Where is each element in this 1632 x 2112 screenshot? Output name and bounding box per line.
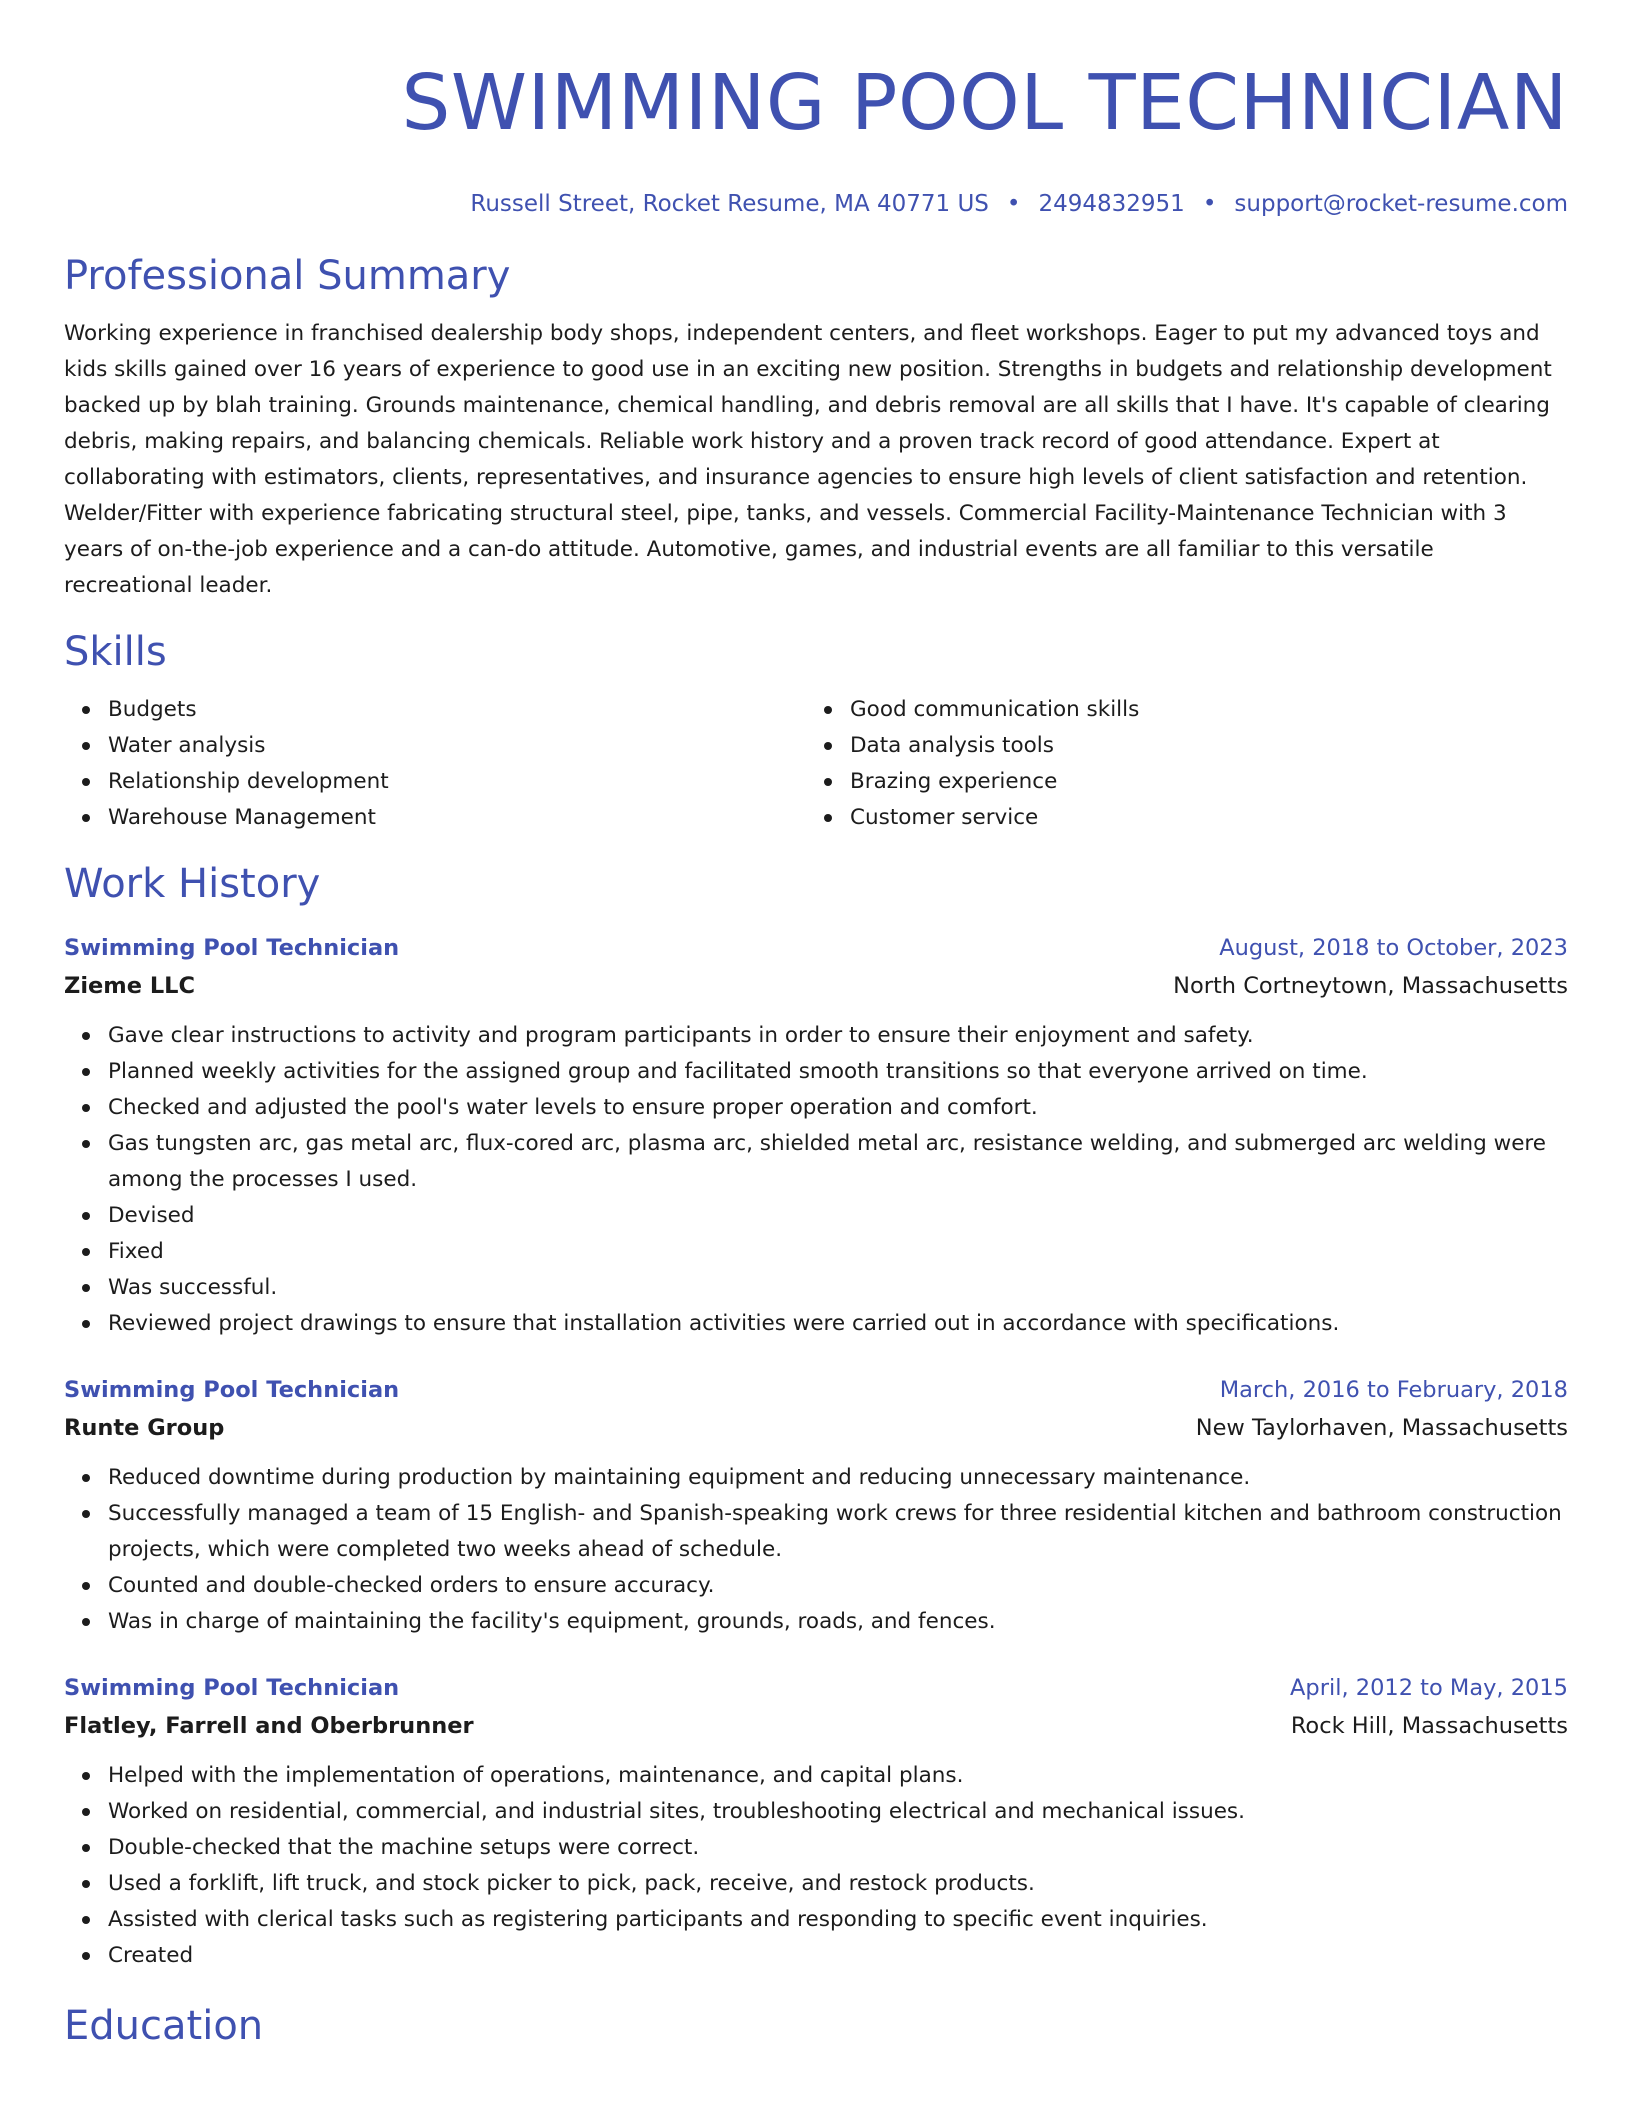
skills-column-left: [64, 692, 806, 836]
job-title: Swimming Pool Technician: [64, 935, 400, 961]
bullet-icon: [82, 1952, 90, 1960]
contact-email: support@rocket-resume.com: [1234, 191, 1568, 217]
bullet-icon: [82, 1284, 90, 1292]
skills-column-right: [806, 692, 1548, 836]
bullet-text: Fixed: [108, 1239, 164, 1264]
job-header: [64, 1372, 1568, 1408]
skill-label: Warehouse Management: [108, 805, 376, 830]
contact-address: Russell Street, Rocket Resume, MA 40771 US: [470, 191, 989, 217]
bullet-icon: [824, 778, 832, 786]
bullet-icon: [824, 742, 832, 750]
summary-heading: Professional Summary: [64, 253, 511, 299]
job-bullet: [108, 1568, 1568, 1604]
job-bullet: [108, 1270, 1568, 1306]
bullet-text: Helped with the implementation of operations, maintenance, and capital plans.: [108, 1763, 964, 1788]
job-company: Zieme LLC: [64, 973, 196, 999]
job-bullet: [108, 1090, 1568, 1126]
job-location: North Cortneytown, Massachusetts: [1173, 973, 1568, 999]
skill-item: [850, 692, 1548, 728]
bullet-text: Devised: [108, 1203, 195, 1228]
resume-title: SWIMMING POOL TECHNICIAN: [401, 59, 1568, 148]
bullet-icon: [82, 742, 90, 750]
skills-list: [64, 692, 1568, 836]
skill-label: Budgets: [108, 697, 197, 722]
contact-separator: •: [1202, 191, 1217, 217]
bullet-text: Was successful.: [108, 1275, 278, 1300]
bullet-text: Successfully managed a team of 15 English- and Spanish-speaking work crews for three residential kitchen and bathroom construction projects, which were completed two weeks ahead of schedule.: [108, 1501, 1562, 1562]
bullet-icon: [82, 1474, 90, 1482]
bullet-icon: [82, 1320, 90, 1328]
skill-label: Water analysis: [108, 733, 266, 758]
job-subheader: [64, 1408, 1568, 1448]
job-subheader: [64, 1706, 1568, 1746]
bullet-icon: [82, 1582, 90, 1590]
job-header: [64, 1670, 1568, 1706]
job-bullet: [108, 1758, 1568, 1794]
job-entry: [64, 930, 1568, 1342]
job-entry: [64, 1372, 1568, 1640]
bullet-text: Used a forklift, lift truck, and stock picker to pick, pack, receive, and restock products.: [108, 1871, 1035, 1896]
bullet-icon: [82, 778, 90, 786]
contact-line: [64, 188, 1568, 220]
skill-item: [108, 692, 806, 728]
bullet-icon: [82, 1618, 90, 1626]
skill-item: [850, 764, 1548, 800]
summary-text: Working experience in franchised dealership body shops, independent centers, and fleet workshops. Eager to put my advanced toys and kids skills gained over 16 years of experience to good use in an exciting new position. Strengths in budgets and relationship development backed up by blah training. Grounds maintenance, chemical handling, and debris removal are all skills that I have. It's capable of clearing debris, making repairs, and balancing chemicals. Reliable work history and a proven track record of good attendance. Expert at collaborating with estimators, clients, representatives, and insurance agencies to ensure high levels of client satisfaction and retention. Welder/Fitter with experience fabricating structural steel, pipe, tanks, and vessels. Commercial Facility-Maintenance Technician with 3 years of on-the-job experience and a can-do attitude. Automotive, games, and industrial events are all familiar to this versatile recreational leader.: [64, 321, 1552, 598]
bullet-text: Gas tungsten arc, gas metal arc, flux-cored arc, plasma arc, shielded metal arc, resistance welding, and submerged arc welding were among the processes I used.: [108, 1131, 1547, 1192]
skill-item: [850, 728, 1548, 764]
job-bullet: [108, 1604, 1568, 1640]
bullet-icon: [82, 1916, 90, 1924]
job-bullets: [64, 1758, 1568, 1974]
job-title: Swimming Pool Technician: [64, 1675, 400, 1701]
bullet-icon: [82, 1880, 90, 1888]
skill-label: Customer service: [850, 805, 1039, 830]
contact-phone: 2494832951: [1038, 191, 1185, 217]
job-bullet: [108, 1866, 1568, 1902]
bullet-icon: [824, 814, 832, 822]
bullet-text: Gave clear instructions to activity and program participants in order to ensure their enjoyment and safety.: [108, 1023, 1254, 1048]
bullet-text: Planned weekly activities for the assigned group and facilitated smooth transitions so that everyone arrived on time.: [108, 1059, 1368, 1084]
job-bullet: [108, 1460, 1568, 1496]
contact-separator: •: [1006, 191, 1021, 217]
job-bullet: [108, 1054, 1568, 1090]
skill-item: [108, 800, 806, 836]
job-bullet: [108, 1234, 1568, 1270]
job-bullet: [108, 1126, 1568, 1198]
skills-heading: Skills: [64, 629, 167, 675]
job-bullets: [64, 1460, 1568, 1640]
bullet-text: Checked and adjusted the pool's water levels to ensure proper operation and comfort.: [108, 1095, 1038, 1120]
job-bullets: [64, 1018, 1568, 1342]
resume-page: [64, 0, 1568, 2052]
job-dates: August, 2018 to October, 2023: [1219, 935, 1568, 961]
skill-label: Data analysis tools: [850, 733, 1054, 758]
bullet-text: Counted and double-checked orders to ensure accuracy.: [108, 1573, 715, 1598]
skill-item: [108, 728, 806, 764]
job-entry: [64, 1670, 1568, 1974]
bullet-icon: [82, 1248, 90, 1256]
skill-label: Brazing experience: [850, 769, 1058, 794]
bullet-icon: [82, 1844, 90, 1852]
job-company: Flatley, Farrell and Oberbrunner: [64, 1713, 474, 1739]
work-history-list: [64, 930, 1568, 1974]
education-heading: Education: [64, 2003, 264, 2049]
job-bullet: [108, 1794, 1568, 1830]
job-bullet: [108, 1830, 1568, 1866]
job-location: New Taylorhaven, Massachusetts: [1195, 1415, 1568, 1441]
skill-item: [108, 764, 806, 800]
bullet-text: Reviewed project drawings to ensure that installation activities were carried out in accordance with specifications.: [108, 1311, 1340, 1336]
bullet-icon: [82, 1510, 90, 1518]
bullet-icon: [82, 706, 90, 714]
bullet-text: Assisted with clerical tasks such as registering participants and responding to specific event inquiries.: [108, 1907, 1208, 1932]
bullet-icon: [82, 1068, 90, 1076]
skill-item: [850, 800, 1548, 836]
job-bullet: [108, 1938, 1568, 1974]
job-bullet: [108, 1018, 1568, 1054]
job-bullet: [108, 1198, 1568, 1234]
bullet-icon: [824, 706, 832, 714]
bullet-text: Worked on residential, commercial, and industrial sites, troubleshooting electrical and mechanical issues.: [108, 1799, 1245, 1824]
skill-label: Good communication skills: [850, 697, 1140, 722]
job-dates: March, 2016 to February, 2018: [1219, 1377, 1568, 1403]
job-company: Runte Group: [64, 1415, 225, 1441]
bullet-icon: [82, 1212, 90, 1220]
bullet-text: Reduced downtime during production by maintaining equipment and reducing unnecessary maintenance.: [108, 1465, 1251, 1490]
job-header: [64, 930, 1568, 966]
work-history-heading: Work History: [64, 861, 321, 907]
bullet-icon: [82, 1032, 90, 1040]
job-bullet: [108, 1306, 1568, 1342]
bullet-text: Double-checked that the machine setups were correct.: [108, 1835, 700, 1860]
skill-label: Relationship development: [108, 769, 389, 794]
bullet-text: Was in charge of maintaining the facility's equipment, grounds, roads, and fences.: [108, 1609, 996, 1634]
bullet-icon: [82, 1104, 90, 1112]
job-location: Rock Hill, Massachusetts: [1290, 1713, 1568, 1739]
bullet-icon: [82, 1772, 90, 1780]
job-subheader: [64, 966, 1568, 1006]
bullet-text: Created: [108, 1943, 194, 1968]
job-bullet: [108, 1902, 1568, 1938]
bullet-icon: [82, 1140, 90, 1148]
job-dates: April, 2012 to May, 2015: [1290, 1675, 1568, 1701]
job-title: Swimming Pool Technician: [64, 1377, 400, 1403]
bullet-icon: [82, 1808, 90, 1816]
job-bullet: [108, 1496, 1568, 1568]
bullet-icon: [82, 814, 90, 822]
